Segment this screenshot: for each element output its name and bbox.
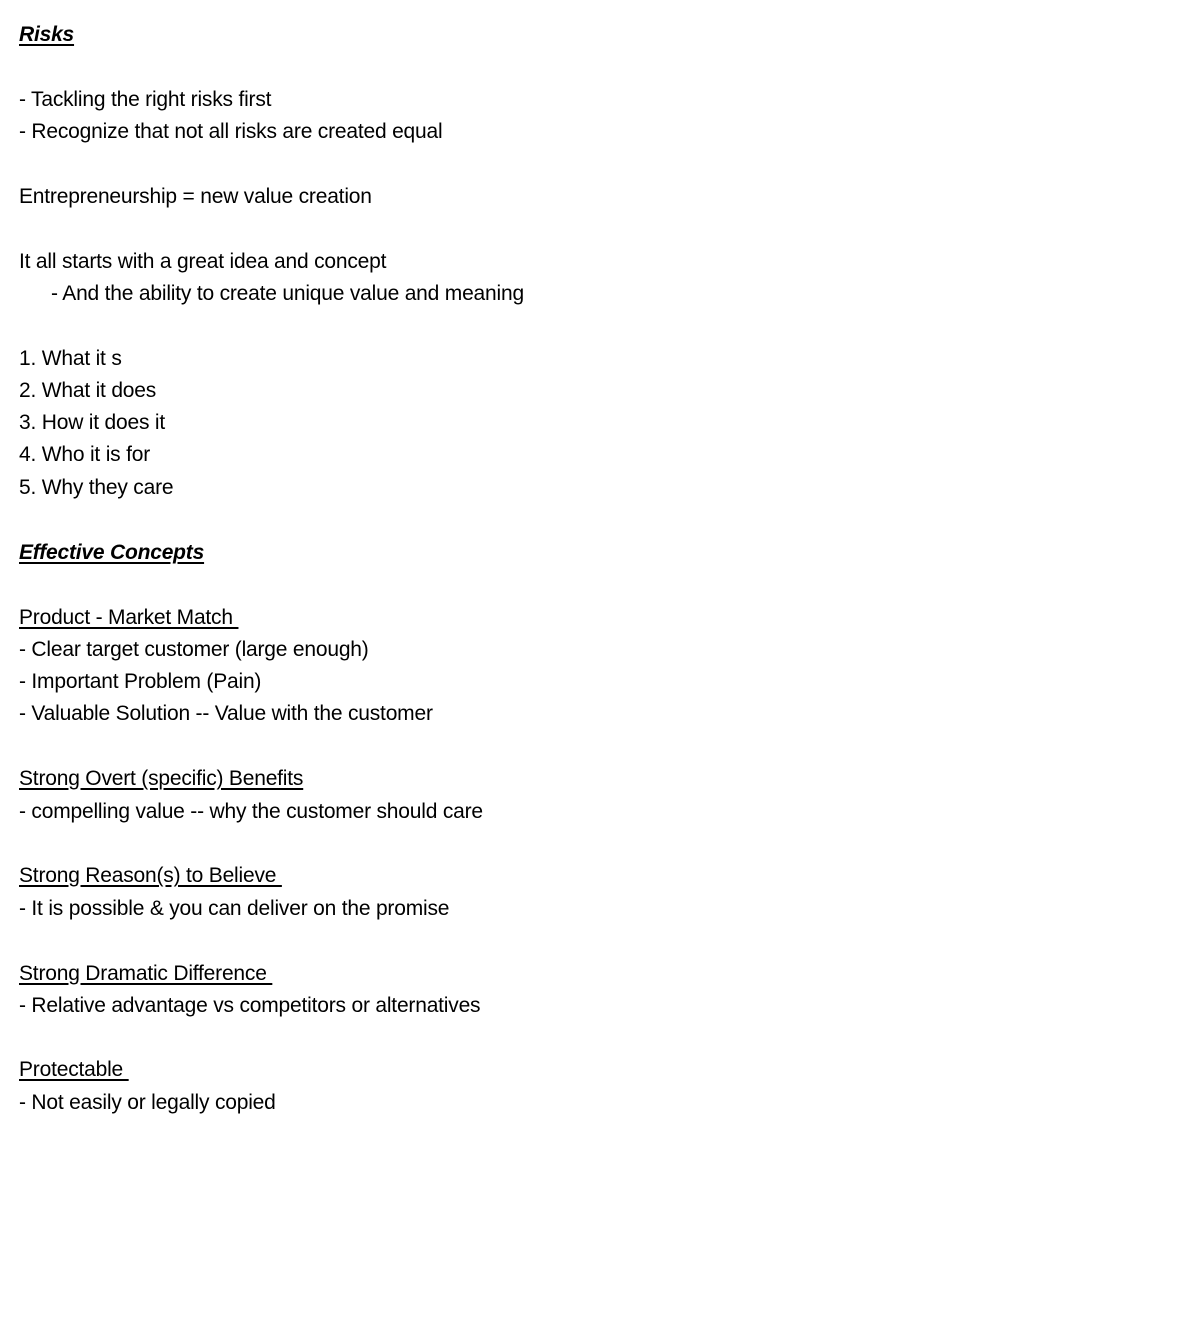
section-title-product-market-match: Product - Market Match xyxy=(19,606,239,629)
section-bullet: - Clear target customer (large enough) xyxy=(19,638,369,661)
effective-concepts-heading: Effective Concepts xyxy=(19,541,205,564)
numbered-item: 1. What it s xyxy=(19,347,122,370)
idea-text: It all starts with a great idea and concept xyxy=(19,250,387,273)
numbered-item: 3. How it does it xyxy=(19,411,165,434)
section-bullet: - Not easily or legally copied xyxy=(19,1091,276,1114)
section-title-dramatic-difference: Strong Dramatic Difference xyxy=(19,962,273,985)
numbered-item: 5. Why they care xyxy=(19,476,174,499)
section-title-overt-benefits: Strong Overt (specific) Benefits xyxy=(19,767,304,790)
numbered-item: 2. What it does xyxy=(19,379,157,402)
section-bullet: - compelling value -- why the customer should care xyxy=(19,800,483,823)
section-bullet: - Relative advantage vs competitors or alternatives xyxy=(19,994,481,1017)
entrepreneurship-definition: Entrepreneurship = new value creation xyxy=(19,185,372,208)
section-bullet: - Valuable Solution -- Value with the customer xyxy=(19,702,433,725)
risks-heading: Risks xyxy=(19,23,75,46)
numbered-item: 4. Who it is for xyxy=(19,443,151,466)
section-title-protectable: Protectable xyxy=(19,1058,129,1081)
section-title-reason-to-believe: Strong Reason(s) to Believe xyxy=(19,864,282,887)
risks-bullet: - Tackling the right risks first xyxy=(19,88,272,111)
idea-subpoint: - And the ability to create unique value and meaning xyxy=(51,282,524,305)
section-bullet: - It is possible & you can deliver on the promise xyxy=(19,897,450,920)
risks-bullet: - Recognize that not all risks are created equal xyxy=(19,120,443,143)
section-bullet: - Important Problem (Pain) xyxy=(19,670,262,693)
